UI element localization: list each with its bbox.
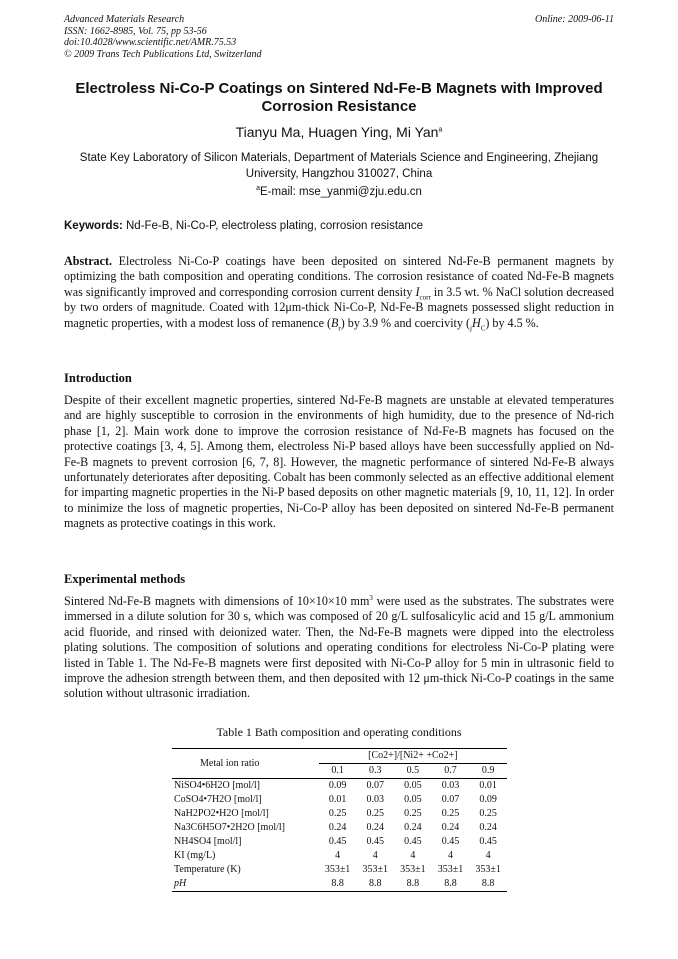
cell: 353±1 [400,864,426,875]
ratio-value: 0.9 [469,764,507,779]
cell: 0.05 [404,780,422,791]
row-label: NiSO4•6H2O [mol/l] [174,780,261,791]
ratio-value: 0.3 [356,764,394,779]
table-row [172,849,507,863]
table-row [172,807,507,821]
cell: 0.25 [479,808,497,819]
cell: 0.25 [328,808,347,819]
table-caption: Table 1 Bath composition and operating conditions [216,725,462,739]
abstract-text-4: ) by 4.5 %. [485,315,539,330]
abstract-text-2: in 3.5 wt. % NaCl solution decreased by two orders of magnitude. Coated with 12μm-thick Ni-Co-P, Nd-Fe-B magnets possessed slight reduction in magnetic properties, with a modest loss of remanence ( [64,284,614,330]
cell: 0.24 [404,822,422,833]
cell: 353±1 [475,864,501,875]
row-label: Temperature (K) [174,864,241,875]
ratio-label: [Co2+]/[Ni2+ +Co2+] [368,750,458,761]
experimental-text-1: Sintered Nd-Fe-B magnets with dimensions of 10×10×10 mm [64,594,370,608]
br-subscript: r [338,324,341,333]
cell: 0.03 [366,794,384,805]
row-label: NaH2PO2•H2O [mol/l] [174,808,269,819]
row-label: CoSO4•7H2O [mol/l] [174,794,262,805]
cell: 4 [410,850,416,861]
cell: 0.24 [328,822,347,833]
cell: 4 [485,850,491,861]
cell: 0.03 [441,780,460,791]
online-date: Online: 2009-06-11 [535,14,614,25]
keywords [64,220,614,232]
affiliation: State Key Laboratory of Silicon Materials, Department of Materials Science and Engineering, Zhejiang University, Hangzhou 310027, China [79,152,599,180]
ratio-value: 0.7 [432,764,470,779]
experimental-text [64,594,614,702]
cell: 353±1 [324,864,351,875]
table-row [172,821,507,835]
doi: doi:10.4028/www.scientific.net/AMR.75.53 [64,37,237,48]
author-mark: a [438,126,443,134]
cell: 0.45 [366,836,384,847]
authors [64,124,614,140]
copyright: © 2009 Trans Tech Publications Ltd, Switzerland [64,48,262,60]
hc-symbol: H [471,315,481,330]
cell: 4 [447,850,453,861]
row-label: NH4SO4 [mol/l] [174,836,242,847]
row-header: Metal ion ratio [200,757,260,769]
cell: 4 [335,850,341,861]
abstract-text-3: ) by 3.9 % and coercivity ( [340,315,471,330]
cell: 0.05 [404,794,422,805]
hc-prefix: j [470,324,472,333]
issn: ISSN: 1662-8985, Vol. 75, pp 53-56 [64,25,207,37]
table-row [172,835,507,849]
cell: 0.07 [441,794,460,805]
cell: 4 [372,850,378,861]
abstract-label: Abstract. [64,254,113,268]
cell: 0.45 [441,836,460,847]
cell: 8.8 [444,878,457,889]
abstract [64,254,614,331]
email: E-mail: mse_yanmi@zju.edu.cn [260,186,422,198]
cell: 0.09 [479,794,497,805]
cell: 8.8 [368,878,382,889]
email-line [64,186,614,198]
journal-name: Advanced Materials Research [64,14,185,25]
keywords-label: Keywords: [64,220,123,232]
cell: 8.8 [331,878,344,889]
cell: 353±1 [362,864,388,875]
cell: 0.01 [328,794,347,805]
cell: 0.25 [404,808,422,819]
experimental-heading: Experimental methods [64,572,186,586]
cell: 8.8 [481,878,495,889]
row-label: KI (mg/L) [174,850,216,861]
introduction-text: Despite of their excellent magnetic properties, sintered Nd-Fe-B magnets are unstable at elevated temperatures and are highly susceptible to corrosion in the environments of high humidity, due to the presence of Nd-rich phase [1, 2]. Main work done to improve the corrosion resistance of Nd-Fe-B magnets has focused on the protective coatings [3, 4, 5]. Among them, electroless Ni-P based alloys have been successfully applied on Nd-Fe-B magnets to prevent corrosion [6, 7, 8]. However, the magnetic performance of sintered Nd-Fe-B always unfortunately deteriorates after depositing. Cobalt has been commonly selected as an effective additional element for imparting magnetic properties in the Ni-P based deposits on other magnetic materials [9, 10, 11, 12]. In order to minimize the loss of magnetic properties, Ni-Co-P alloy has been deposited on sintered Nd-Fe-B permanent magnets as protective coatings in this work. [64,393,614,531]
table-row [172,877,507,892]
experimental-text-2: were used as the substrates. The substrates were immersed in a dilute solution for 30 s, which was composed of 20 g/L sulfosalicylic acid and 15 g/L ammonium acid fluoride, and rinsed with deionized water. Then, the Nd-Fe-B magnets were dipped into the electroless plating solutions. The composition of solutions and operating conditions for electroless Ni-Co-P plating were listed in Table 1. The Nd-Fe-B magnets were first deposited with Ni-Co-P alloy for 5 min in ultrasonic field to improve the adhesion strength between them, and then deposited with 12 μm-thick Ni-Co-P coatings in the same solution without ultrasonic irradiation. [64,594,615,701]
icorr-symbol: I [415,284,420,299]
cell: 0.24 [366,822,384,833]
row-label: Na3C6H5O7•2H2O [mol/l] [174,822,285,833]
cell: 353±1 [437,864,464,875]
hc-subscript: C [480,324,486,333]
keywords-text: Nd-Fe-B, Ni-Co-P, electroless plating, corrosion resistance [122,220,423,232]
row-label: pH [174,878,187,889]
journal-header [64,14,262,60]
table-header-row [172,749,507,764]
cell: 0.45 [328,836,347,847]
cell: 0.25 [441,808,460,819]
mm-exponent: 3 [369,593,373,602]
cell: 0.24 [441,822,460,833]
cell: 0.45 [404,836,422,847]
ratio-value: 0.5 [394,764,432,779]
author-names: Tianyu Ma, Huagen Ying, Mi Yan [235,124,439,140]
bath-composition-table [172,748,507,892]
table-row [172,863,507,877]
paper-title: Electroless Ni-Co-P Coatings on Sintered Nd-Fe-B Magnets with Improved Corrosion Resistance [75,80,603,115]
cell: 0.24 [479,822,497,833]
cell: 0.25 [366,808,384,819]
table-row [172,793,507,807]
table-row [172,779,507,794]
ratio-value: 0.1 [319,764,357,779]
br-symbol: B [330,315,339,330]
cell: 0.09 [328,780,347,791]
cell: 0.07 [366,780,384,791]
cell: 0.01 [479,780,497,791]
email-mark: a [256,185,261,193]
cell: 8.8 [406,878,420,889]
icorr-subscript: corr [419,293,431,302]
introduction-heading: Introduction [64,371,132,385]
abstract-text-1: Electroless Ni-Co-P coatings have been deposited on sintered Nd-Fe-B permanent magnets by optimizing the bath composition and operating conditions. The corrosion resistance of coated Nd-Fe-B magnets was significantly improved and corresponding corrosion current density [64,254,614,299]
cell: 0.45 [479,836,497,847]
